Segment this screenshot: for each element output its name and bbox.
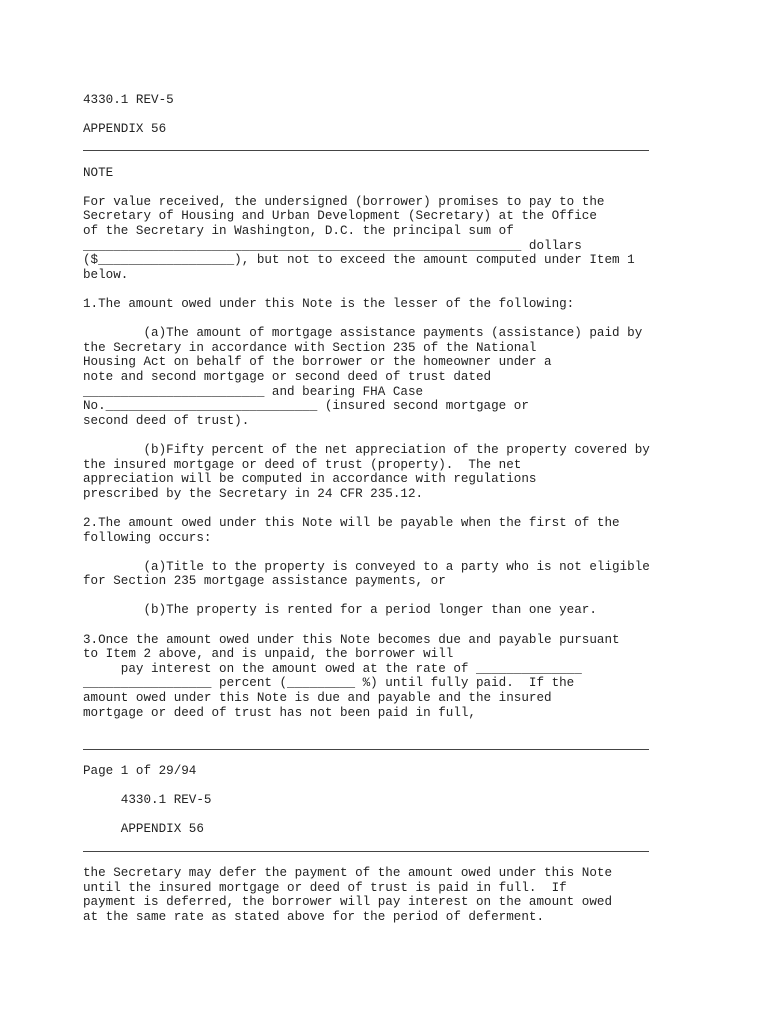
text-line bbox=[83, 618, 650, 633]
text-line: appreciation will be computed in accordance with regulations bbox=[83, 472, 537, 487]
text-line: (a)The amount of mortgage assistance payments (assistance) paid by bbox=[83, 326, 643, 341]
text-line bbox=[83, 808, 650, 823]
text-line: No.____________________________ (insured second mortgage or bbox=[83, 399, 529, 414]
text-line: the Secretary in accordance with Section 235 of the National bbox=[83, 340, 537, 355]
text-line bbox=[83, 779, 650, 794]
text-line: __________________________________________________________ dollars bbox=[83, 238, 582, 253]
text-line: 2.The amount owed under this Note will be payable when the first of the bbox=[83, 515, 620, 530]
text-line bbox=[83, 107, 650, 122]
text-line: ________________________ and bearing FHA Case bbox=[83, 384, 424, 399]
text-line bbox=[83, 852, 650, 867]
text-line: Housing Act on behalf of the borrower or the homeowner under a bbox=[83, 355, 552, 370]
text-line bbox=[83, 428, 650, 443]
text-line bbox=[83, 545, 650, 560]
text-line: _________________ percent (_________ %) until fully paid. If the bbox=[83, 676, 575, 691]
text-line: prescribed by the Secretary in 24 CFR 235.12. bbox=[83, 486, 424, 501]
text-line: until the insured mortgage or deed of trust is paid in full. If bbox=[83, 880, 567, 895]
text-line: 3.Once the amount owed under this Note becomes due and payable pursuant bbox=[83, 632, 620, 647]
header-rule bbox=[83, 150, 649, 151]
text-line bbox=[83, 720, 650, 735]
text-line bbox=[83, 151, 650, 166]
text-line: to Item 2 above, and is unpaid, the borrower will bbox=[83, 647, 454, 662]
text-line bbox=[83, 501, 650, 516]
text-line: amount owed under this Note is due and payable and the insured bbox=[83, 691, 552, 706]
text-line: APPENDIX 56 bbox=[83, 121, 167, 136]
text-line: 4330.1 REV-5 bbox=[83, 92, 174, 107]
text-line: at the same rate as stated above for the period of deferment. bbox=[83, 909, 545, 924]
text-line bbox=[83, 312, 650, 327]
text-line: APPENDIX 56 bbox=[83, 822, 204, 837]
text-line bbox=[83, 282, 650, 297]
document-body bbox=[83, 93, 650, 925]
text-line: the Secretary may defer the payment of the amount owed under this Note bbox=[83, 866, 613, 881]
text-line bbox=[83, 837, 650, 852]
text-line bbox=[83, 735, 650, 750]
text-line: (b)The property is rented for a period longer than one year. bbox=[83, 603, 597, 618]
text-line: for Section 235 mortgage assistance payments, or bbox=[83, 574, 446, 589]
text-line: second deed of trust). bbox=[83, 413, 250, 428]
text-line bbox=[83, 136, 650, 151]
text-line: pay interest on the amount owed at the rate of ______________ bbox=[83, 661, 582, 676]
text-line: 1.The amount owed under this Note is the lesser of the following: bbox=[83, 297, 575, 311]
text-line: below. bbox=[83, 267, 129, 282]
text-line bbox=[83, 180, 650, 195]
text-line: 4330.1 REV-5 bbox=[83, 793, 212, 808]
text-line: Page 1 of 29/94 bbox=[83, 764, 197, 778]
text-line bbox=[83, 589, 650, 604]
text-line: the insured mortgage or deed of trust (property). The net bbox=[83, 457, 522, 472]
text-line: payment is deferred, the borrower will pay interest on the amount owed bbox=[83, 895, 613, 910]
text-line: mortgage or deed of trust has not been paid in full, bbox=[83, 705, 476, 720]
text-line: (b)Fifty percent of the net appreciation of the property covered by bbox=[83, 442, 650, 457]
text-line: following occurs: bbox=[83, 530, 212, 545]
text-line: of the Secretary in Washington, D.C. the principal sum of bbox=[83, 224, 514, 239]
text-line: NOTE bbox=[83, 165, 114, 180]
text-line: Secretary of Housing and Urban Development (Secretary) at the Office bbox=[83, 209, 597, 224]
text-line: note and second mortgage or second deed of trust dated bbox=[83, 369, 492, 384]
text-line: For value received, the undersigned (borrower) promises to pay to the bbox=[83, 194, 605, 209]
header-rule-page-2 bbox=[83, 851, 649, 852]
text-line: (a)Title to the property is conveyed to a party who is not eligible bbox=[83, 559, 650, 574]
text-line: ($__________________), but not to exceed the amount computed under Item 1 bbox=[83, 253, 635, 268]
footer-rule bbox=[83, 749, 649, 750]
text-line bbox=[83, 749, 650, 764]
